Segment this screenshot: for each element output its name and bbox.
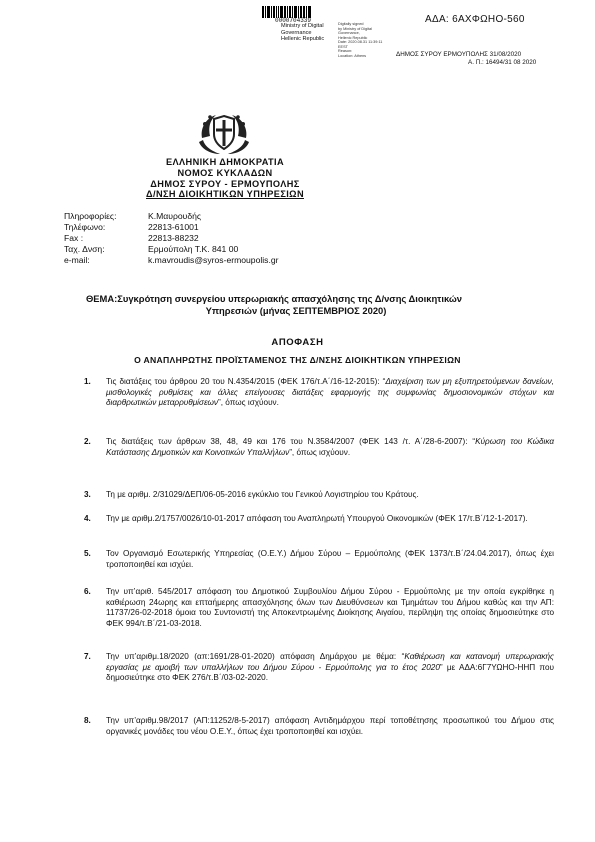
signature-detail-line: Digitally signed xyxy=(338,22,364,26)
list-item xyxy=(84,549,554,570)
contact-value: 22813-88232 xyxy=(148,232,199,243)
issuer-date: ΔΗΜΟΣ ΣΥΡΟΥ ΕΡΜΟΥΠΟΛΗΣ 31/08/2020 xyxy=(396,51,522,58)
header-municipality: ΔΗΜΟΣ ΣΥΡΟΥ - ΕΡΜΟΥΠΟΛΗΣ xyxy=(150,178,300,189)
contact-row xyxy=(64,255,279,266)
signature-ministry-line: Governance xyxy=(281,29,312,36)
greek-republic-emblem-icon xyxy=(196,108,252,156)
item-text: Την υπ’αριθμ.98/2017 (ΑΠ:11252/8-5-2017) απόφαση Αντιδημάρχου περί τοποθέτησης προσωπικού του Δήμου στις οργανικές μονάδες του νέου Ο.Ε.Υ., όπως έχει τροποποιηθεί και ισχύει. xyxy=(106,716,554,736)
list-item xyxy=(84,377,554,409)
item-text: Την υπ’αριθμ.18/2020 (απ:1691/28-01-2020) απόφαση Δημάρχου με θέμα: “Καθιέρωση και κατανομή υπερωριακής εργασίας με αμοιβή των υπαλλήλων του Δήμου Σύρου - Ερμούπολης για το έτος 2020” με ΑΔΑ:6Γ7ΥΩΗΟ-ΗΗΠ που δημοσιεύτηκε στο ΦΕΚ 276/τ.Β΄/03-02-2020. xyxy=(106,652,554,682)
subject-line: ΘΕΜΑ:Συγκρότηση συνεργείου υπερωριακής απασχόλησης της Δ/νσης Διοικητικών xyxy=(86,293,463,304)
contact-row xyxy=(64,222,279,233)
signature-detail-line: Reason: xyxy=(338,49,353,53)
item-number: 6. xyxy=(84,587,91,596)
item-text: Τον Οργανισμό Εσωτερικής Υπηρεσίας (Ο.Ε.Υ.) Δήμου Σύρου – Ερμούπολης (ΦΕΚ 1373/τ.Β΄/24.04.2017), όπως έχει τροποποιηθεί και ισχύει. xyxy=(106,549,554,569)
signature-code: 0000704339 xyxy=(275,17,312,24)
item-number: 5. xyxy=(84,549,91,558)
item-number: 3. xyxy=(84,490,91,499)
header-country: ΕΛΛΗΝΙΚΗ ΔΗΜΟΚΡΑΤΙΑ xyxy=(165,157,285,167)
item-text: Την με αριθμ.2/1757/0026/10-01-2017 απόφαση του Αναπληρωτή Υπουργού Οικονομικών (ΦΕΚ 17/τ.Β΄/12-1-2017). xyxy=(106,514,528,523)
issuer-header xyxy=(120,157,330,200)
contact-label: Ταχ. Δνση: xyxy=(64,243,105,254)
signature-detail-line: by Ministry of Digital xyxy=(338,26,372,31)
decision-title: ΑΠΟΦΑΣΗ xyxy=(271,337,324,348)
signature-detail-line: Location: Athens xyxy=(338,53,367,58)
signature-ministry-line: Ministry of Digital xyxy=(281,23,324,29)
signature-detail-line: Date: 2020.08.31 11:39:11 xyxy=(338,40,383,44)
signature-detail-line: Hellenic Republic xyxy=(338,35,368,40)
list-item xyxy=(84,587,554,629)
contact-row xyxy=(64,244,279,255)
contact-info xyxy=(64,211,279,266)
item-number: 8. xyxy=(84,716,91,725)
item-text: Την υπ’αριθ. 545/2017 απόφαση του Δημοτικού Συμβουλίου Δήμου Σύρου - Ερμούπολης με την οποία εγκρίθηκε η καθιέρωση 24ωρης και επταήμερης απασχόλησης όλων των Διευθύνσεων και Τμημάτων του Δήμου καθώς και την ΑΠ: 11737/26-02-2018 όμοια του Συντονιστή της Αποκεντρωμένης Διοίκησης Αιγαίου, περίληψη της οποίας δημοσιεύτηκε στο ΦΕΚ 994/τ.Β΄/21-03-2018. xyxy=(106,587,554,628)
list-item xyxy=(84,514,554,525)
contact-row xyxy=(64,211,279,222)
authority-heading: Ο ΑΝΑΠΛΗΡΩΤΗΣ ΠΡΟΪΣΤΑΜΕΝΟΣ ΤΗΣ Δ/ΝΣΗΣ ΔΙΟΙΚΗΤΙΚΩΝ ΥΠΗΡΕΣΙΩΝ xyxy=(134,355,461,365)
subject-line: Υπηρεσιών (μήνας ΣΕΠΤΕΜΒΡΙΟΣ 2020) xyxy=(205,304,387,316)
protocol-number: Α. Π.: 16494/31 08 2020 xyxy=(468,59,537,66)
email-link[interactable]: k.mavroudis@syros-ermoupolis.gr xyxy=(148,254,279,265)
item-text: Τη με αριθμ. 2/31029/ΔΕΠ/06-05-2016 εγκύκλιο του Γενικού Λογιστηρίου του Κράτους. xyxy=(106,490,419,499)
contact-value: Κ.Μαυρουδής xyxy=(148,211,202,221)
signature-detail-line: Governance, xyxy=(338,31,360,35)
contact-value: 22813-61001 xyxy=(148,221,199,232)
item-number: 4. xyxy=(84,514,91,523)
signature-detail-line: EEST xyxy=(338,44,348,49)
item-text: Τις διατάξεις του άρθρου 20 του Ν.4354/2015 (ΦΕΚ 176/τ.Α΄/16-12-2015): “Διαχείριση των μη εξυπηρετούμενων δανείων, μισθολογικές ρυθμίσεις και άλλες επείγουσες διατάξεις εφαρμογής της συμφωνίας δημοσιονομικών στόχων και διαρθρωτικών μεταρρυθμίσεων”, όπως ισχύουν. xyxy=(106,377,554,407)
contact-label: Fax : xyxy=(64,232,84,243)
list-item xyxy=(84,490,554,501)
contact-label: Πληροφορίες: xyxy=(64,211,117,221)
signature-details xyxy=(338,22,382,58)
list-item xyxy=(84,437,554,458)
contact-value: Ερμούπολη Τ.Κ. 841 00 xyxy=(148,243,239,254)
header-prefecture: ΝΟΜΟΣ ΚΥΚΛΑΔΩΝ xyxy=(177,167,273,178)
contact-row xyxy=(64,233,279,244)
item-number: 7. xyxy=(84,652,91,661)
signature-ministry xyxy=(281,23,324,43)
header-directorate: Δ/ΝΣΗ ΔΙΟΙΚΗΤΙΚΩΝ ΥΠΗΡΕΣΙΩΝ xyxy=(146,189,304,200)
list-item xyxy=(84,652,554,684)
signature-ministry-line: Hellenic Republic xyxy=(281,36,325,42)
list-item xyxy=(84,716,554,737)
contact-label: e-mail: xyxy=(64,254,90,265)
item-number: 2. xyxy=(84,437,91,446)
ada-code: ΑΔΑ: 6ΑΧΦΩΗΟ-560 xyxy=(425,14,525,25)
contact-label: Τηλέφωνο: xyxy=(64,221,106,232)
item-text: Τις διατάξεις των άρθρων 38, 48, 49 και 176 του Ν.3584/2007 (ΦΕΚ 143 /τ. Α΄/28-6-2007): “Κύρωση του Κώδικα Κατάστασης Δημοτικών και Κοινοτικών Υπαλλήλων”, όπως ισχύουν. xyxy=(106,437,554,457)
item-number: 1. xyxy=(84,377,91,386)
subject xyxy=(86,293,506,316)
